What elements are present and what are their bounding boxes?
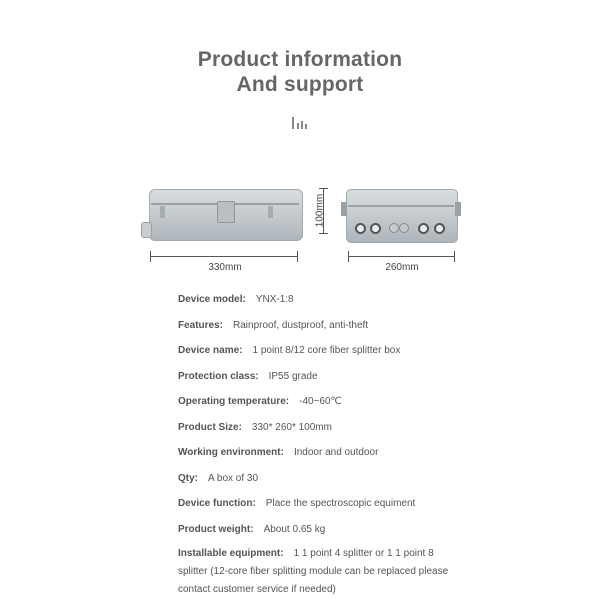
spec-row: Qty: A box of 30 [178, 473, 259, 484]
spec-row: Operating temperature: -40~60℃ [178, 396, 342, 407]
spec-row: Product Size: 330* 260* 100mm [178, 422, 332, 433]
spec-row: Installable equipment: 1 1 point 4 splitter or 1 1 point 8 splitter (12-core fiber splitting module can be replaced please contact customer service if needed) [178, 548, 449, 595]
depth-dimension-cap-right [454, 251, 455, 262]
width-dimension-cap-right [297, 251, 298, 262]
depth-dimension-line [348, 256, 455, 257]
spec-row: Working environment: Indoor and outdoor [178, 447, 379, 458]
width-label: 330mm [208, 262, 242, 273]
width-dimension-cap-left [150, 251, 151, 262]
depth-dimension-cap-left [348, 251, 349, 262]
depth-label: 260mm [385, 262, 419, 273]
spec-row: Device function: Place the spectroscopic equiment [178, 498, 416, 509]
spec-row: Device name: 1 point 8/12 core fiber splitter box [178, 345, 401, 356]
bar-chart-icon [290, 117, 310, 129]
spec-row: Protection class: IP55 grade [178, 371, 318, 382]
height-label: 100mm [314, 193, 326, 228]
spec-row: Device model: YNX-1:8 [178, 294, 294, 305]
spec-row: Product weight: About 0.65 kg [178, 524, 326, 535]
width-dimension-line [150, 256, 298, 257]
spec-row: Features: Rainproof, dustproof, anti-theft [178, 320, 369, 331]
page-title-line-1: Product information [197, 48, 403, 71]
page-title-line-2: And support [236, 73, 364, 96]
